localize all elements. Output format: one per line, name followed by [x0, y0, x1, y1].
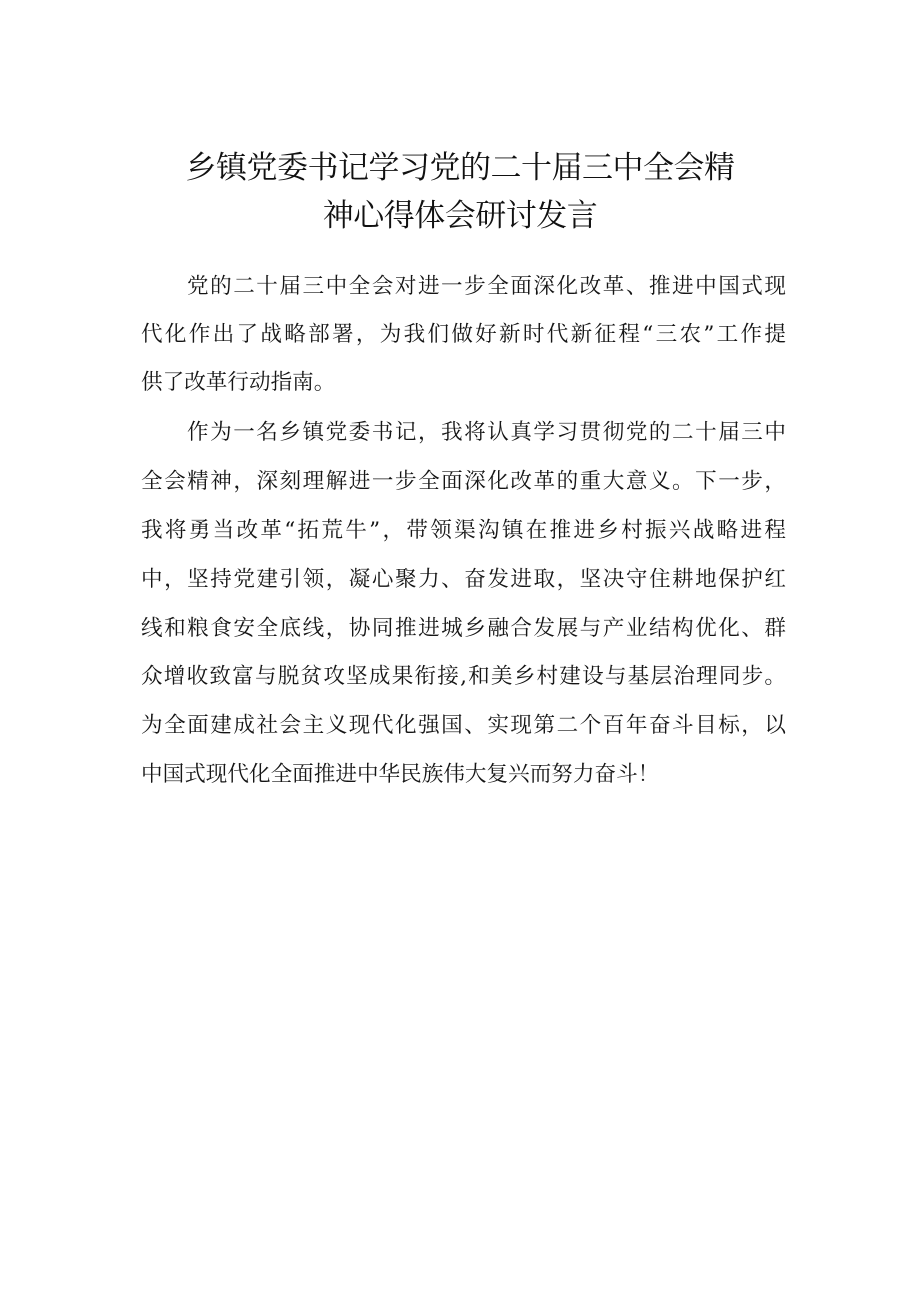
- paragraph-2-line-3: 我将勇当改革“拓荒牛”，带领渠沟镇在推进乡村振兴战略进程: [141, 518, 786, 543]
- paragraph-1-line-3: 供了改革行动指南。: [141, 370, 336, 395]
- paragraph-2-line-1: 作为一名乡镇党委书记，我将认真学习贯彻党的二十届三中: [187, 420, 786, 445]
- paragraph-1-line-1: 党的二十届三中全会对进一步全面深化改革、推进中国式现: [187, 274, 786, 299]
- document-title-line-1: 乡镇党委书记学习党的二十届三中全会精: [185, 150, 735, 186]
- paragraph-2-line-5: 线和粮食安全底线，协同推进城乡融合发展与产业结构优化、群: [141, 616, 786, 641]
- paragraph-2-line-8: 中国式现代化全面推进中华民族伟大复兴而努力奋斗！: [141, 762, 660, 787]
- paragraph-2-line-6: 众增收致富与脱贫攻坚成果衔接,和美乡村建设与基层治理同步。: [141, 664, 786, 689]
- paragraph-1-line-2: 代化作出了战略部署，为我们做好新时代新征程“三农”工作提: [141, 322, 786, 347]
- paragraph-2-line-2: 全会精神，深刻理解进一步全面深化改革的重大意义。下一步，: [141, 469, 786, 494]
- paragraph-2-line-4: 中，坚持党建引领，凝心聚力、奋发进取，坚决守住耕地保护红: [141, 567, 786, 592]
- paragraph-2-line-7: 为全面建成社会主义现代化强国、实现第二个百年奋斗目标，以: [141, 713, 786, 738]
- document-title-line-2: 神心得体会研讨发言: [322, 198, 598, 234]
